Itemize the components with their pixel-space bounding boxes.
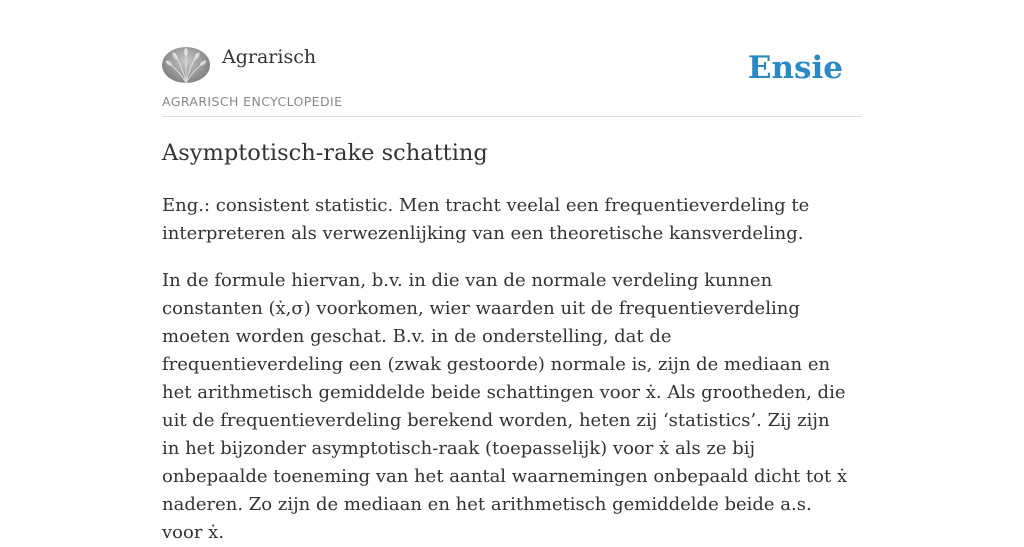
article-paragraph: Eng.: consistent statistic. Men tracht veelal een frequentieverdeling te interpreteren als verwezenlijking van een theoretische kansverdeling. xyxy=(162,195,810,244)
brand-logo[interactable]: Ensie xyxy=(747,50,843,86)
article-paragraph: In de formule hiervan, b.v. in die van de normale verdeling kunnen constanten (ẋ,σ) voorkomen, wier waarden uit de frequentieverdeling moeten worden geschat. B.v. in de onderstelling, dat de frequentieverdeling een (zwak gestoorde) normale is, zijn de mediaan en het arithmetisch gemiddelde beide schattingen voor ẋ. Als grootheden, die uit de frequentieverdeling berekend worden, heten zij ‘statistics’. Zij zijn in het bijzonder asymptotisch-raak (toepasselijk) voor ẋ als ze bij onbepaalde toeneming van het aantal waarnemingen onbepaald dicht tot ẋ naderen. Zo zijn de mediaan en het arithmetisch gemiddelde beide a.s. voor ẋ. xyxy=(162,270,848,543)
page-title: Asymptotisch-rake schatting xyxy=(162,140,488,166)
wheat-logo-icon[interactable] xyxy=(162,47,210,83)
site-subtitle[interactable]: AGRARISCH ENCYCLOPEDIE xyxy=(162,94,343,109)
site-name[interactable]: Agrarisch xyxy=(222,46,317,68)
site-header xyxy=(162,44,862,117)
